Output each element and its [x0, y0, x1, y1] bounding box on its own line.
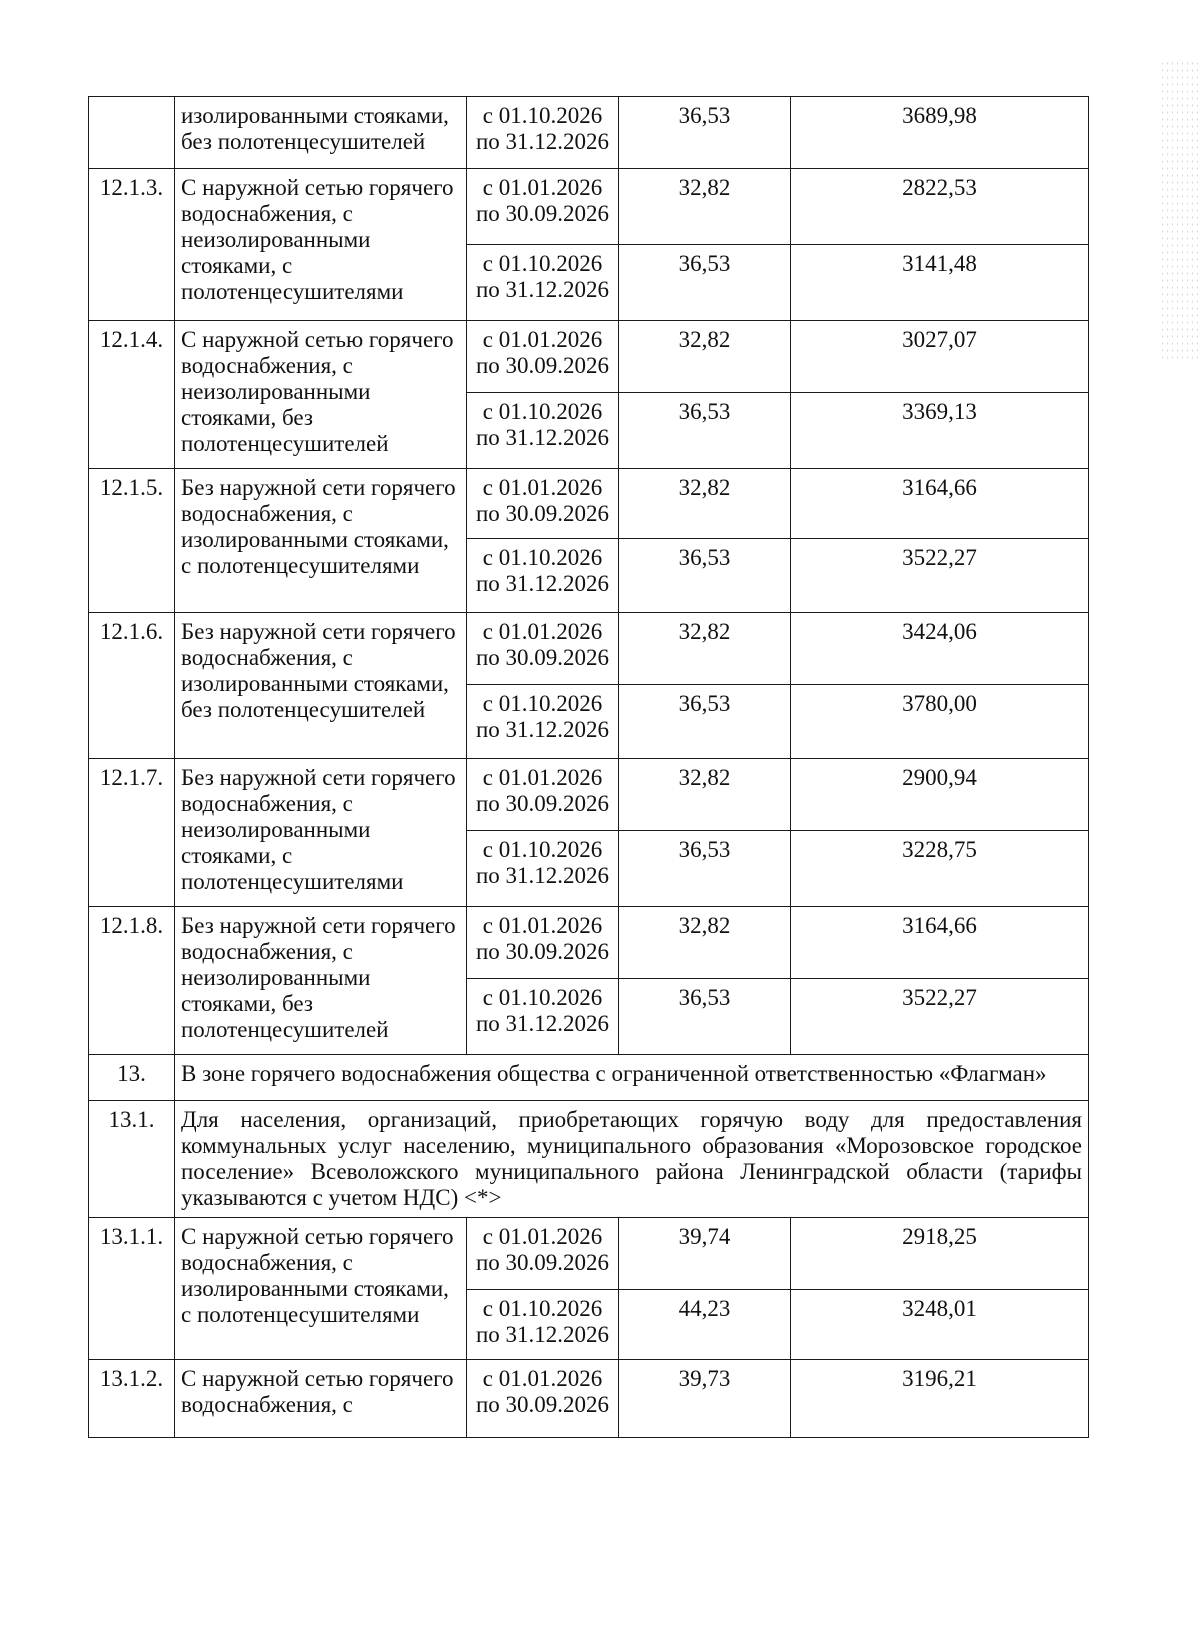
period-to: по 30.09.2026	[475, 645, 610, 670]
tariff-value-2: 3424,06	[791, 613, 1089, 685]
description-line: без полотенцесушителей	[181, 129, 426, 154]
tariff-value-1: 36,53	[619, 831, 791, 907]
period-to: по 31.12.2026	[475, 571, 610, 596]
period-cell	[467, 469, 619, 539]
description-line: стояками, с	[181, 843, 293, 868]
description-line: водоснабжения, с	[181, 201, 353, 226]
period-cell	[467, 759, 619, 831]
scan-noise	[1160, 60, 1200, 360]
description-line: неизолированными	[181, 965, 371, 990]
description-line: С наружной сетью горячего	[181, 1224, 454, 1249]
tariff-value-2: 2918,25	[791, 1218, 1089, 1290]
period-cell	[467, 393, 619, 469]
item-number: 12.1.4.	[89, 321, 175, 469]
item-number: 12.1.7.	[89, 759, 175, 907]
period-from: с 01.10.2026	[482, 985, 603, 1010]
description-line: водоснабжения, с	[181, 353, 353, 378]
period-from: с 01.01.2026	[482, 175, 603, 200]
tariff-value-1: 32,82	[619, 759, 791, 831]
table-row	[89, 613, 1089, 685]
period-cell	[467, 539, 619, 613]
period-to: по 31.12.2026	[475, 277, 610, 302]
period-from: с 01.01.2026	[482, 765, 603, 790]
period-from: с 01.01.2026	[482, 619, 603, 644]
period-cell	[467, 169, 619, 245]
table-row	[89, 907, 1089, 979]
description-line: полотенцесушителями	[181, 279, 404, 304]
item-number: 13.1.2.	[89, 1360, 175, 1438]
section-row	[89, 1101, 1089, 1218]
description-line: С наружной сетью горячего	[181, 327, 454, 352]
period-to: по 30.09.2026	[475, 791, 610, 816]
tariff-value-1: 32,82	[619, 613, 791, 685]
period-to: по 30.09.2026	[475, 1392, 610, 1417]
period-cell	[467, 245, 619, 321]
tariff-value-2: 3228,75	[791, 831, 1089, 907]
period-cell	[467, 831, 619, 907]
item-description	[175, 321, 467, 469]
period-to: по 30.09.2026	[475, 201, 610, 226]
item-description	[175, 469, 467, 613]
period-from: с 01.01.2026	[482, 1366, 603, 1391]
tariff-value-1: 36,53	[619, 97, 791, 169]
tariff-value-2: 3027,07	[791, 321, 1089, 393]
tariff-value-1: 32,82	[619, 907, 791, 979]
description-line: полотенцесушителей	[181, 431, 389, 456]
description-line: без полотенцесушителей	[181, 697, 426, 722]
description-line: стояками, с	[181, 253, 293, 278]
period-from: с 01.10.2026	[482, 545, 603, 570]
description-line: неизолированными	[181, 817, 371, 842]
period-cell	[467, 613, 619, 685]
description-line: стояками, без	[181, 405, 313, 430]
period-from: с 01.01.2026	[482, 913, 603, 938]
tariff-value-2: 3141,48	[791, 245, 1089, 321]
table-row	[89, 759, 1089, 831]
description-line: неизолированными	[181, 227, 371, 252]
item-number: 13.1.1.	[89, 1218, 175, 1360]
period-to: по 30.09.2026	[475, 939, 610, 964]
section-row	[89, 1055, 1089, 1101]
description-line: неизолированными	[181, 379, 371, 404]
table-row	[89, 97, 1089, 169]
tariff-value-1: 39,73	[619, 1360, 791, 1438]
section-title: В зоне горячего водоснабжения общества с ограниченной ответственностью «Флагман»	[175, 1055, 1089, 1101]
period-cell	[467, 907, 619, 979]
item-description	[175, 613, 467, 759]
description-line: Без наружной сети горячего	[181, 765, 456, 790]
tariff-value-1: 39,74	[619, 1218, 791, 1290]
period-from: с 01.01.2026	[482, 327, 603, 352]
description-line: изолированными стояками,	[181, 671, 449, 696]
period-cell	[467, 1360, 619, 1438]
item-description	[175, 759, 467, 907]
table-row	[89, 169, 1089, 245]
description-line: Без наружной сети горячего	[181, 913, 456, 938]
item-description	[175, 169, 467, 321]
period-to: по 31.12.2026	[475, 1322, 610, 1347]
description-line: водоснабжения, с	[181, 1392, 353, 1417]
tariff-value-2: 3248,01	[791, 1290, 1089, 1360]
tariff-value-2: 2900,94	[791, 759, 1089, 831]
item-description	[175, 1360, 467, 1438]
period-from: с 01.01.2026	[482, 1224, 603, 1249]
tariff-value-1: 44,23	[619, 1290, 791, 1360]
period-to: по 31.12.2026	[475, 863, 610, 888]
period-to: по 31.12.2026	[475, 1011, 610, 1036]
description-line: водоснабжения, с	[181, 645, 353, 670]
tariff-value-2: 3780,00	[791, 685, 1089, 759]
description-line: изолированными стояками,	[181, 527, 449, 552]
tariff-table	[88, 96, 1089, 1438]
description-line: Без наружной сети горячего	[181, 619, 456, 644]
period-from: с 01.10.2026	[482, 251, 603, 276]
tariff-value-1: 36,53	[619, 539, 791, 613]
table-row	[89, 469, 1089, 539]
item-number: 12.1.6.	[89, 613, 175, 759]
tariff-value-2: 3522,27	[791, 979, 1089, 1055]
period-to: по 31.12.2026	[475, 129, 610, 154]
description-line: водоснабжения, с	[181, 791, 353, 816]
tariff-value-1: 32,82	[619, 469, 791, 539]
tariff-value-1: 36,53	[619, 393, 791, 469]
section-title: Для населения, организаций, приобретающих горячую воду для предоставления коммунальных услуг населению, муниципального образования «Морозовское городское поселение» Всеволожского муниципального района Ленинградской области (тарифы указываются с учетом НДС) <*>	[175, 1101, 1089, 1218]
item-description	[175, 1218, 467, 1360]
period-cell	[467, 321, 619, 393]
tariff-value-2: 3689,98	[791, 97, 1089, 169]
period-from: с 01.10.2026	[482, 103, 603, 128]
tariff-value-1: 32,82	[619, 169, 791, 245]
table-row	[89, 1360, 1089, 1438]
description-line: стояками, без	[181, 991, 313, 1016]
item-description	[175, 97, 467, 169]
section-number: 13.	[89, 1055, 175, 1101]
tariff-value-2: 3164,66	[791, 907, 1089, 979]
tariff-table-body	[89, 97, 1089, 1438]
period-cell	[467, 979, 619, 1055]
description-line: Без наружной сети горячего	[181, 475, 456, 500]
description-line: изолированными стояками,	[181, 1276, 449, 1301]
description-line: с полотенцесушителями	[181, 1302, 420, 1327]
tariff-value-1: 36,53	[619, 245, 791, 321]
item-number	[89, 97, 175, 169]
period-cell	[467, 1218, 619, 1290]
item-number: 12.1.3.	[89, 169, 175, 321]
description-line: полотенцесушителей	[181, 1017, 389, 1042]
section-number: 13.1.	[89, 1101, 175, 1218]
table-row	[89, 1218, 1089, 1290]
tariff-value-2: 2822,53	[791, 169, 1089, 245]
period-from: с 01.10.2026	[482, 691, 603, 716]
description-line: водоснабжения, с	[181, 1250, 353, 1275]
item-number: 12.1.8.	[89, 907, 175, 1055]
period-from: с 01.10.2026	[482, 837, 603, 862]
tariff-value-2: 3522,27	[791, 539, 1089, 613]
item-number: 12.1.5.	[89, 469, 175, 613]
description-line: С наружной сетью горячего	[181, 175, 454, 200]
period-cell	[467, 1290, 619, 1360]
item-description	[175, 907, 467, 1055]
description-line: водоснабжения, с	[181, 939, 353, 964]
tariff-value-1: 36,53	[619, 979, 791, 1055]
period-to: по 31.12.2026	[475, 425, 610, 450]
table-row	[89, 321, 1089, 393]
tariff-value-2: 3164,66	[791, 469, 1089, 539]
tariff-value-2: 3369,13	[791, 393, 1089, 469]
tariff-value-1: 32,82	[619, 321, 791, 393]
description-line: водоснабжения, с	[181, 501, 353, 526]
period-to: по 30.09.2026	[475, 1250, 610, 1275]
tariff-value-2: 3196,21	[791, 1360, 1089, 1438]
period-from: с 01.10.2026	[482, 399, 603, 424]
description-line: С наружной сетью горячего	[181, 1366, 454, 1391]
period-to: по 31.12.2026	[475, 717, 610, 742]
description-line: полотенцесушителями	[181, 869, 404, 894]
description-line: с полотенцесушителями	[181, 553, 420, 578]
period-cell	[467, 685, 619, 759]
description-line: изолированными стояками,	[181, 103, 449, 128]
tariff-value-1: 36,53	[619, 685, 791, 759]
period-cell	[467, 97, 619, 169]
period-to: по 30.09.2026	[475, 501, 610, 526]
period-to: по 30.09.2026	[475, 353, 610, 378]
period-from: с 01.10.2026	[482, 1296, 603, 1321]
period-from: с 01.01.2026	[482, 475, 603, 500]
